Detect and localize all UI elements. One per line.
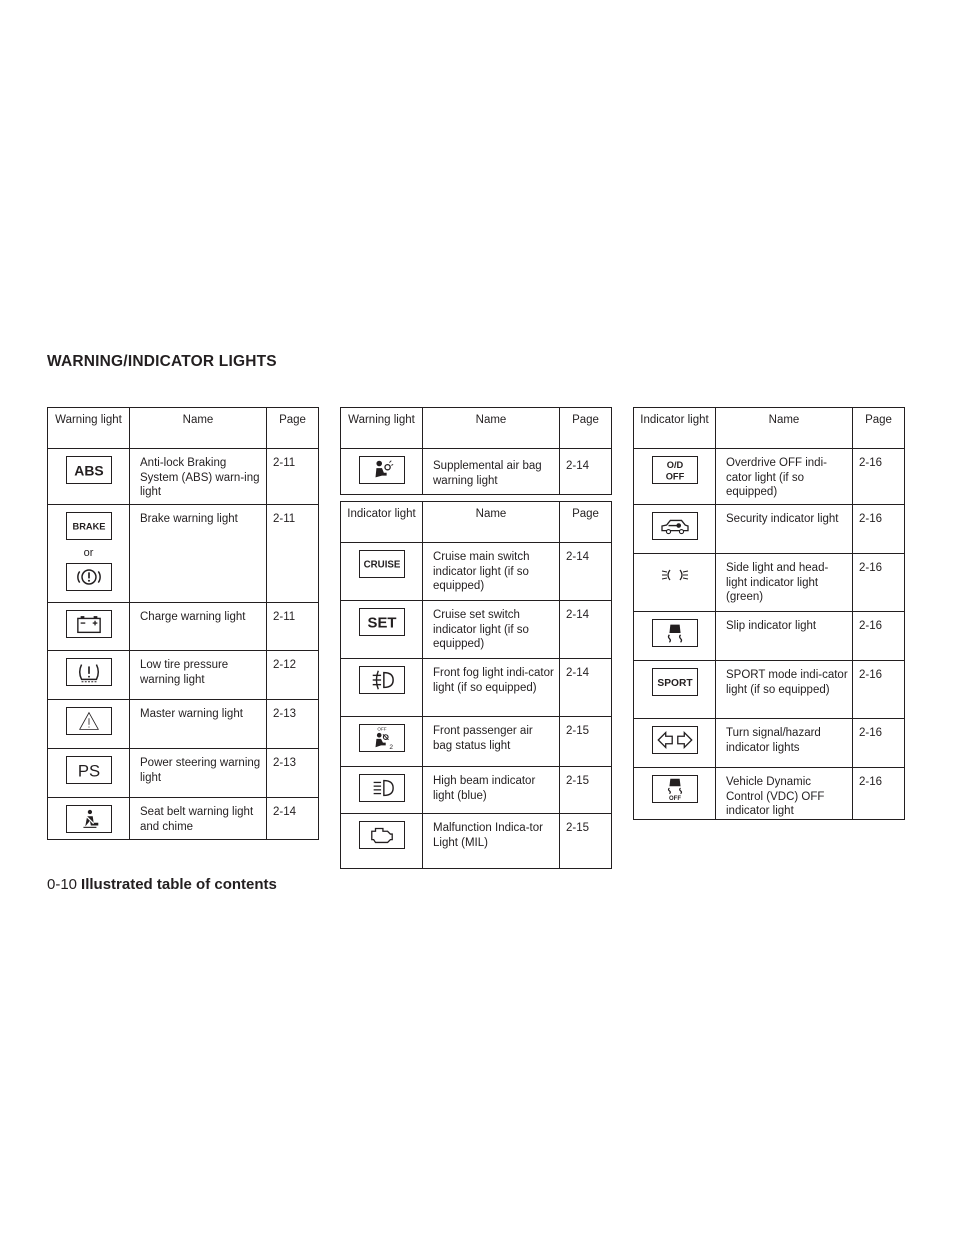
row-page: 2-11 xyxy=(267,449,319,505)
row-page: 2-16 xyxy=(853,554,905,612)
svg-text:OFF: OFF xyxy=(376,726,387,732)
row-name: Brake warning light xyxy=(130,505,267,603)
row-page: 2-14 xyxy=(560,601,612,659)
svg-text:CRUISE: CRUISE xyxy=(363,559,400,571)
high-beam-icon xyxy=(359,774,405,802)
row-page: 2-11 xyxy=(267,603,319,651)
row-name: Supplemental air bag warning light xyxy=(423,449,560,495)
header-page: Page xyxy=(267,408,319,449)
svg-text:SPORT: SPORT xyxy=(656,678,693,690)
table-row xyxy=(634,768,905,820)
security-icon xyxy=(652,512,698,540)
section-title: WARNING/INDICATOR LIGHTS xyxy=(47,353,277,370)
svg-text:SET: SET xyxy=(367,615,396,632)
row-name: Malfunction Indica-tor Light (MIL) xyxy=(423,814,560,869)
engine-icon xyxy=(359,821,405,849)
power-steering-icon xyxy=(66,756,112,784)
table-row xyxy=(341,717,612,767)
turn-signal-icon xyxy=(652,726,698,754)
header-name: Name xyxy=(130,408,267,449)
row-page: 2-16 xyxy=(853,612,905,661)
header-warning-light: Warning light xyxy=(48,408,130,449)
sport-icon xyxy=(652,668,698,696)
row-name: Vehicle Dynamic Control (VDC) OFF indicator light xyxy=(716,768,853,820)
row-name: Front passenger air bag status light xyxy=(423,717,560,767)
table-row xyxy=(634,554,905,612)
row-page: 2-11 xyxy=(267,505,319,603)
header-name: Name xyxy=(423,502,560,543)
table-row xyxy=(341,814,612,869)
table-row xyxy=(341,601,612,659)
row-page: 2-12 xyxy=(267,651,319,700)
cruise-icon xyxy=(359,550,405,578)
table-row xyxy=(634,449,905,505)
tire-pressure-icon xyxy=(66,658,112,686)
table-row xyxy=(341,659,612,717)
slip-icon xyxy=(652,619,698,647)
row-page: 2-13 xyxy=(267,749,319,798)
header-indicator-light: Indicator light xyxy=(341,502,423,543)
row-name: SPORT mode indi-cator light (if so equipped) xyxy=(716,661,853,719)
header-page: Page xyxy=(560,502,612,543)
row-page: 2-14 xyxy=(267,798,319,840)
footer-title: Illustrated table of contents xyxy=(81,876,277,893)
header-warning-light: Warning light xyxy=(341,408,423,449)
svg-text:OFF: OFF xyxy=(668,796,681,802)
row-page: 2-15 xyxy=(560,814,612,869)
row-name: Turn signal/hazard indicator lights xyxy=(716,719,853,768)
row-page: 2-14 xyxy=(560,543,612,601)
row-name: Security indicator light xyxy=(716,505,853,554)
airbag-icon xyxy=(359,456,405,484)
table-row xyxy=(48,603,319,651)
row-page: 2-15 xyxy=(560,767,612,814)
page-footer xyxy=(47,876,277,893)
brake-icon xyxy=(66,512,112,540)
row-page: 2-16 xyxy=(853,768,905,820)
row-page: 2-16 xyxy=(853,449,905,505)
row-page: 2-15 xyxy=(560,717,612,767)
svg-text:BRAKE: BRAKE xyxy=(72,521,105,532)
side-light-icon xyxy=(652,561,698,589)
table-row xyxy=(48,749,319,798)
row-name: Charge warning light xyxy=(130,603,267,651)
table-row xyxy=(341,767,612,814)
row-name: Cruise main switch indicator light (if so equipped) xyxy=(423,543,560,601)
table-row xyxy=(634,661,905,719)
table-row xyxy=(48,505,319,603)
header-name: Name xyxy=(716,408,853,449)
warning-lights-table-1 xyxy=(47,407,319,840)
seat-belt-icon xyxy=(66,805,112,833)
battery-icon xyxy=(66,610,112,638)
row-name: Power steering warning light xyxy=(130,749,267,798)
row-page: 2-13 xyxy=(267,700,319,749)
vdc-off-icon xyxy=(652,775,698,803)
row-name: Front fog light indi-cator light (if so equipped) xyxy=(423,659,560,717)
row-name: Overdrive OFF indi-cator light (if so equipped) xyxy=(716,449,853,505)
table-row xyxy=(634,505,905,554)
svg-text:OFF: OFF xyxy=(665,471,684,482)
row-name: Seat belt warning light and chime xyxy=(130,798,267,840)
page-number: 0-10 xyxy=(47,876,78,893)
row-name: Anti-lock Braking System (ABS) warn-ing light xyxy=(130,449,267,505)
table-row xyxy=(634,719,905,768)
header-name: Name xyxy=(423,408,560,449)
table-row xyxy=(634,612,905,661)
passenger-airbag-icon xyxy=(359,724,405,752)
table-row xyxy=(341,543,612,601)
svg-text:ABS: ABS xyxy=(73,462,104,479)
row-name: Low tire pressure warning light xyxy=(130,651,267,700)
table-row xyxy=(48,798,319,840)
fog-light-icon xyxy=(359,666,405,694)
row-name: Side light and head-light indicator light (green) xyxy=(716,554,853,612)
set-icon xyxy=(359,608,405,636)
indicator-lights-table-2 xyxy=(633,407,905,820)
svg-text:2: 2 xyxy=(388,744,393,751)
master-warning-icon xyxy=(66,707,112,735)
row-name: Slip indicator light xyxy=(716,612,853,661)
header-page: Page xyxy=(560,408,612,449)
row-name: Cruise set switch indicator light (if so equipped) xyxy=(423,601,560,659)
row-page: 2-16 xyxy=(853,505,905,554)
row-page: 2-16 xyxy=(853,661,905,719)
row-name: High beam indicator light (blue) xyxy=(423,767,560,814)
table-row xyxy=(48,651,319,700)
brake-circle-icon xyxy=(66,563,112,591)
indicator-lights-table-1 xyxy=(340,501,612,869)
warning-lights-table-2 xyxy=(340,407,612,495)
od-off-icon xyxy=(652,456,698,484)
row-page: 2-14 xyxy=(560,449,612,495)
table-row xyxy=(48,449,319,505)
header-page: Page xyxy=(853,408,905,449)
abs-icon xyxy=(66,456,112,484)
row-page: 2-16 xyxy=(853,719,905,768)
or-label: or xyxy=(83,547,94,559)
table-row xyxy=(48,700,319,749)
row-name: Master warning light xyxy=(130,700,267,749)
header-indicator-light: Indicator light xyxy=(634,408,716,449)
svg-text:O/D: O/D xyxy=(666,460,683,471)
svg-text:PS: PS xyxy=(77,761,100,781)
row-page: 2-14 xyxy=(560,659,612,717)
table-row xyxy=(341,449,612,495)
